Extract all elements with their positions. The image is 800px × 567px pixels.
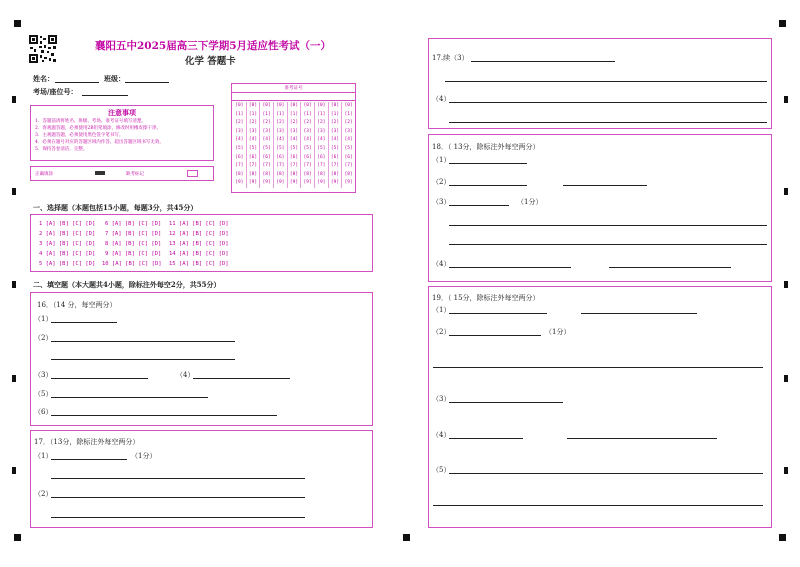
exam-digit-bubble[interactable]: [5] (303, 145, 312, 151)
q18-part1: （1） (432, 156, 451, 164)
exam-digit-bubble[interactable]: [7] (262, 163, 271, 169)
q19-part2-note: （1分） (545, 328, 571, 336)
exam-digit-bubble[interactable]: [4] (303, 137, 312, 143)
registration-mark (14, 534, 21, 541)
answer-line[interactable] (433, 505, 763, 506)
answer-line[interactable] (51, 478, 305, 479)
q17-box (30, 430, 373, 528)
filled-bubble-icon (95, 171, 105, 175)
exam-digit-bubble[interactable]: [9] (303, 180, 312, 186)
q18-part2: （2） (432, 178, 451, 186)
exam-digit-bubble[interactable]: [4] (262, 137, 271, 143)
answer-line[interactable] (449, 102, 767, 103)
notice-box (30, 105, 214, 161)
answer-line[interactable] (51, 341, 235, 342)
exam-digit-bubble[interactable]: [4] (276, 137, 285, 143)
q18-title: 18．（ 13分，除标注外每空两分） (432, 143, 540, 151)
mc-question[interactable]: 7 [A] [B] [C] [D] (105, 231, 162, 237)
missing-mark-box[interactable] (187, 170, 198, 177)
answer-line[interactable] (449, 313, 547, 314)
answer-line[interactable] (449, 402, 563, 403)
side-mark (784, 188, 788, 195)
mc-question[interactable]: 1 [A] [B] [C] [D] (39, 221, 96, 227)
answer-line[interactable] (51, 378, 148, 379)
answer-line[interactable] (449, 267, 571, 268)
mc-box (30, 214, 373, 272)
exam-digit-bubble[interactable]: [6] (289, 154, 299, 160)
q18-part3-note: （1分） (517, 198, 543, 206)
answer-line[interactable] (51, 359, 235, 360)
exam-digit-bubble[interactable]: [7] (317, 163, 326, 169)
exam-digit-bubble[interactable]: [5] (248, 145, 258, 151)
answer-line[interactable] (581, 313, 697, 314)
notice-item: 5．保持答卷清洁、完整。 (35, 147, 88, 152)
exam-digit-bubble[interactable]: [8] (330, 171, 340, 177)
exam-digit-bubble[interactable]: [0] (248, 103, 258, 108)
exam-digit-bubble[interactable]: [6] (235, 154, 244, 160)
exam-digit-bubble[interactable]: [8] (317, 171, 326, 177)
exam-digit-bubble[interactable]: [2] (235, 120, 244, 126)
exam-digit-bubble[interactable]: [0] (235, 103, 244, 108)
mc-question[interactable]: 12 [A] [B] [C] [D] (169, 231, 229, 237)
exam-digit-bubble[interactable]: [4] (330, 137, 340, 143)
exam-digit-bubble[interactable]: [7] (289, 163, 299, 169)
missing-mark-label: 缺考标记 (126, 172, 144, 177)
exam-digit-column (288, 102, 302, 188)
answer-line[interactable] (567, 438, 717, 439)
exam-digit-bubble[interactable]: [3] (317, 128, 326, 134)
side-mark (12, 375, 16, 382)
exam-digit-bubble[interactable]: [2] (303, 120, 312, 126)
q17-title: 17．（13分，除标注外每空两分） (34, 438, 140, 446)
page-subtitle: 化学 答题卡 (185, 56, 236, 67)
q17-part1-note: （1分） (131, 452, 157, 460)
exam-digit-column (233, 102, 247, 188)
exam-digit-column (247, 102, 261, 188)
exam-digit-bubble[interactable]: [3] (248, 128, 258, 134)
exam-digit-bubble[interactable]: [9] (248, 180, 258, 186)
exam-digit-bubble[interactable]: [6] (330, 154, 340, 160)
exam-digit-bubble[interactable]: [6] (248, 154, 258, 160)
fill-example-label: 正确填涂 (35, 172, 53, 177)
mc-question[interactable]: 13 [A] [B] [C] [D] (169, 241, 229, 247)
registration-mark (14, 20, 21, 27)
side-mark (12, 96, 16, 103)
answer-line[interactable] (563, 185, 647, 186)
q16-box (30, 292, 373, 426)
exam-digit-bubble[interactable]: [7] (330, 163, 340, 169)
exam-digit-bubble[interactable]: [0] (317, 103, 326, 108)
answer-line[interactable] (51, 322, 117, 323)
answer-line[interactable] (193, 378, 290, 379)
q17-cont-part4: （4） (432, 95, 451, 103)
side-mark (12, 188, 16, 195)
exam-digit-bubble[interactable]: [3] (289, 128, 299, 134)
exam-digit-bubble[interactable]: [8] (248, 171, 258, 177)
exam-digit-bubble[interactable]: [8] (235, 171, 244, 177)
exam-digit-bubble[interactable]: [8] (344, 171, 353, 177)
q16-part1: （1） (34, 315, 53, 323)
exam-digit-bubble[interactable]: [2] (330, 120, 340, 126)
exam-digit-bubble[interactable]: [8] (303, 171, 312, 177)
qr-code-icon (29, 35, 57, 63)
exam-digit-bubble[interactable]: [7] (344, 163, 353, 169)
exam-digit-bubble[interactable]: [5] (344, 145, 353, 151)
q16-part4: （4） (176, 371, 195, 379)
mc-question[interactable]: 3 [A] [B] [C] [D] (39, 241, 96, 247)
exam-digit-bubble[interactable]: [9] (344, 180, 353, 186)
side-mark (784, 375, 788, 382)
exam-digit-bubble[interactable]: [4] (344, 137, 353, 143)
mc-question[interactable]: 6 [A] [B] [C] [D] (105, 221, 162, 227)
class-field[interactable] (125, 82, 169, 83)
answer-line[interactable] (449, 335, 541, 336)
exam-digit-bubble[interactable]: [1] (330, 111, 340, 117)
answer-line[interactable] (51, 397, 208, 398)
mc-question[interactable]: 8 [A] [B] [C] [D] (105, 241, 162, 247)
exam-digit-column (274, 102, 288, 188)
exam-digit-bubble[interactable]: [9] (330, 180, 340, 186)
side-mark (12, 281, 16, 288)
exam-digit-bubble[interactable]: [3] (330, 128, 340, 134)
exam-digit-bubble[interactable]: [3] (262, 128, 271, 134)
q17-part1: （1） (34, 452, 53, 460)
class-label: 班级： (104, 74, 125, 83)
answer-line[interactable] (51, 517, 305, 518)
answer-line[interactable] (449, 122, 767, 123)
answer-line[interactable] (449, 438, 523, 439)
answer-line[interactable] (449, 185, 527, 186)
q16-part2: （2） (34, 334, 53, 342)
exam-digit-bubble[interactable]: [9] (276, 180, 285, 186)
exam-digit-bubble[interactable]: [6] (276, 154, 285, 160)
mc-question[interactable]: 15 [A] [B] [C] [D] (169, 261, 229, 267)
exam-number-columns (232, 102, 355, 192)
section1-title: 一、选择题（本题包括15小题，每题3分，共45分） (33, 203, 198, 212)
exam-number-header-line (232, 92, 355, 93)
exam-digit-bubble[interactable]: [1] (235, 111, 244, 117)
mc-question[interactable]: 11 [A] [B] [C] [D] (169, 221, 229, 227)
exam-digit-bubble[interactable]: [9] (289, 180, 299, 186)
mc-question[interactable]: 10 [A] [B] [C] [D] (102, 261, 162, 267)
exam-digit-bubble[interactable]: [3] (303, 128, 312, 134)
answer-line[interactable] (449, 225, 767, 226)
exam-digit-bubble[interactable]: [4] (289, 137, 299, 143)
exam-digit-bubble[interactable]: [2] (317, 120, 326, 126)
page-title: 襄阳五中2025届高三下学期5月适应性考试（一） (95, 40, 332, 52)
q17-cont-title: 17.续（3） (432, 54, 469, 62)
exam-digit-bubble[interactable]: [5] (276, 145, 285, 151)
q18-part4: （4） (432, 260, 451, 268)
answer-line[interactable] (51, 459, 127, 460)
registration-mark (403, 534, 410, 541)
registration-mark (779, 534, 786, 541)
exam-digit-bubble[interactable]: [0] (289, 103, 299, 108)
q18-box (428, 134, 772, 282)
exam-digit-bubble[interactable]: [8] (289, 171, 299, 177)
notice-item: 3．主观题答题，必须使用黑色签字笔书写。 (35, 133, 124, 138)
side-mark (784, 281, 788, 288)
exam-digit-bubble[interactable]: [2] (262, 120, 271, 126)
q19-part5: （5） (432, 466, 451, 474)
q18-part3: （3） (432, 198, 451, 206)
exam-digit-bubble[interactable]: [5] (317, 145, 326, 151)
answer-line[interactable] (445, 81, 767, 82)
exam-digit-bubble[interactable]: [2] (289, 120, 299, 126)
exam-digit-bubble[interactable]: [6] (303, 154, 312, 160)
answer-line[interactable] (449, 205, 509, 206)
q16-part3: （3） (34, 371, 53, 379)
exam-number-box (231, 83, 356, 193)
answer-line[interactable] (471, 61, 615, 62)
exam-digit-bubble[interactable]: [6] (317, 154, 326, 160)
exam-digit-column (301, 102, 315, 188)
q19-part3: （3） (432, 395, 451, 403)
exam-digit-bubble[interactable]: [1] (289, 111, 299, 117)
q16-part6: （6） (34, 408, 53, 416)
exam-digit-bubble[interactable]: [0] (262, 103, 271, 108)
q17-cont-box (428, 38, 772, 129)
mc-question[interactable]: 4 [A] [B] [C] [D] (39, 251, 96, 257)
answer-line[interactable] (609, 267, 731, 268)
exam-digit-bubble[interactable]: [7] (276, 163, 285, 169)
answer-line[interactable] (449, 163, 527, 164)
seat-field[interactable] (82, 95, 128, 96)
exam-digit-bubble[interactable]: [3] (276, 128, 285, 134)
exam-digit-bubble[interactable]: [0] (303, 103, 312, 108)
answer-line[interactable] (433, 367, 763, 368)
seat-label: 考场/座位号： (33, 87, 78, 96)
notice-item: 4．必须在题号对应的答题区域内作答，超出答题区域书写无效。 (35, 140, 164, 145)
exam-digit-bubble[interactable]: [3] (344, 128, 353, 134)
exam-digit-bubble[interactable]: [1] (303, 111, 312, 117)
exam-digit-bubble[interactable]: [1] (317, 111, 326, 117)
exam-digit-bubble[interactable]: [8] (276, 171, 285, 177)
exam-number-label: 准考证号 (284, 86, 303, 91)
exam-digit-bubble[interactable]: [6] (262, 154, 271, 160)
exam-digit-bubble[interactable]: [2] (276, 120, 285, 126)
exam-digit-bubble[interactable]: [5] (235, 145, 244, 151)
exam-digit-bubble[interactable]: [9] (262, 180, 271, 186)
q19-box (428, 286, 772, 528)
notice-item: 2．客观题答题，必须使用2B铅笔填涂，修改时用橡皮擦干净。 (35, 126, 162, 131)
q17-part2: （2） (34, 490, 53, 498)
fill-example-box (30, 166, 214, 181)
exam-digit-bubble[interactable]: [8] (262, 171, 271, 177)
exam-digit-bubble[interactable]: [1] (276, 111, 285, 117)
exam-digit-bubble[interactable]: [7] (303, 163, 312, 169)
exam-digit-bubble[interactable]: [2] (248, 120, 258, 126)
q16-title: 16．（14 分，每空两分） (37, 301, 117, 309)
exam-number-write-line (232, 100, 355, 101)
section2-title: 二、填空题（本大题共4小题，除标注外每空2分，共55分） (33, 280, 221, 289)
exam-digit-bubble[interactable]: [7] (248, 163, 258, 169)
answer-line[interactable] (449, 244, 767, 245)
registration-mark (779, 20, 786, 27)
notice-title: 注意事项 (108, 108, 136, 117)
exam-digit-bubble[interactable]: [4] (235, 137, 244, 143)
exam-digit-bubble[interactable]: [3] (235, 128, 244, 134)
exam-digit-bubble[interactable]: [1] (344, 111, 353, 117)
mc-question[interactable]: 9 [A] [B] [C] [D] (105, 251, 162, 257)
name-label: 姓名： (33, 74, 54, 83)
exam-digit-bubble[interactable]: [4] (317, 137, 326, 143)
answer-line[interactable] (51, 497, 305, 498)
side-mark (784, 96, 788, 103)
q19-title: 19．（ 15分，除标注外每空两分） (432, 294, 540, 302)
exam-digit-bubble[interactable]: [6] (344, 154, 353, 160)
exam-digit-bubble[interactable]: [5] (262, 145, 271, 151)
exam-digit-bubble[interactable]: [0] (344, 103, 353, 108)
exam-digit-column (329, 102, 343, 188)
mc-question[interactable]: 14 [A] [B] [C] [D] (169, 251, 229, 257)
mc-question[interactable]: 5 [A] [B] [C] [D] (39, 261, 96, 267)
exam-digit-bubble[interactable]: [9] (317, 180, 326, 186)
exam-digit-bubble[interactable]: [0] (330, 103, 340, 108)
q19-part2: （2） (432, 328, 451, 336)
exam-digit-bubble[interactable]: [0] (276, 103, 285, 108)
exam-digit-bubble[interactable]: [9] (235, 180, 244, 186)
side-mark (784, 467, 788, 474)
exam-digit-bubble[interactable]: [4] (248, 137, 258, 143)
answer-line[interactable] (449, 473, 763, 474)
name-field[interactable] (55, 82, 99, 83)
exam-digit-bubble[interactable]: [1] (248, 111, 258, 117)
q19-part4: （4） (432, 431, 451, 439)
exam-digit-column (342, 102, 355, 188)
answer-line[interactable] (51, 415, 277, 416)
exam-digit-bubble[interactable]: [2] (344, 120, 353, 126)
exam-digit-column (260, 102, 274, 188)
q19-part1: （1） (432, 306, 451, 314)
exam-digit-bubble[interactable]: [1] (262, 111, 271, 117)
mc-question[interactable]: 2 [A] [B] [C] [D] (39, 231, 96, 237)
q16-part5: （5） (34, 390, 53, 398)
notice-item: 1．答题前请将姓名、班级、考场、准考证号填写清楚。 (35, 119, 146, 124)
exam-digit-column (315, 102, 329, 188)
side-mark (12, 467, 16, 474)
exam-digit-bubble[interactable]: [7] (235, 163, 244, 169)
exam-digit-bubble[interactable]: [5] (330, 145, 340, 151)
exam-digit-bubble[interactable]: [5] (289, 145, 299, 151)
